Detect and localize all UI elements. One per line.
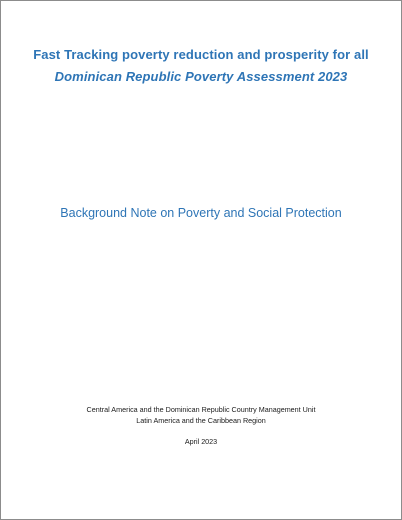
background-note-title: Background Note on Poverty and Social Protection (60, 206, 342, 220)
document-title: Fast Tracking poverty reduction and prosperity for all (33, 47, 369, 62)
region-text: Latin America and the Caribbean Region (136, 416, 266, 425)
document-subtitle-report-name: Dominican Republic Poverty Assessment 2023 (54, 69, 348, 84)
publication-date: April 2023 (184, 437, 218, 446)
management-unit-text: Central America and the Dominican Republic Country Management Unit (86, 405, 316, 414)
